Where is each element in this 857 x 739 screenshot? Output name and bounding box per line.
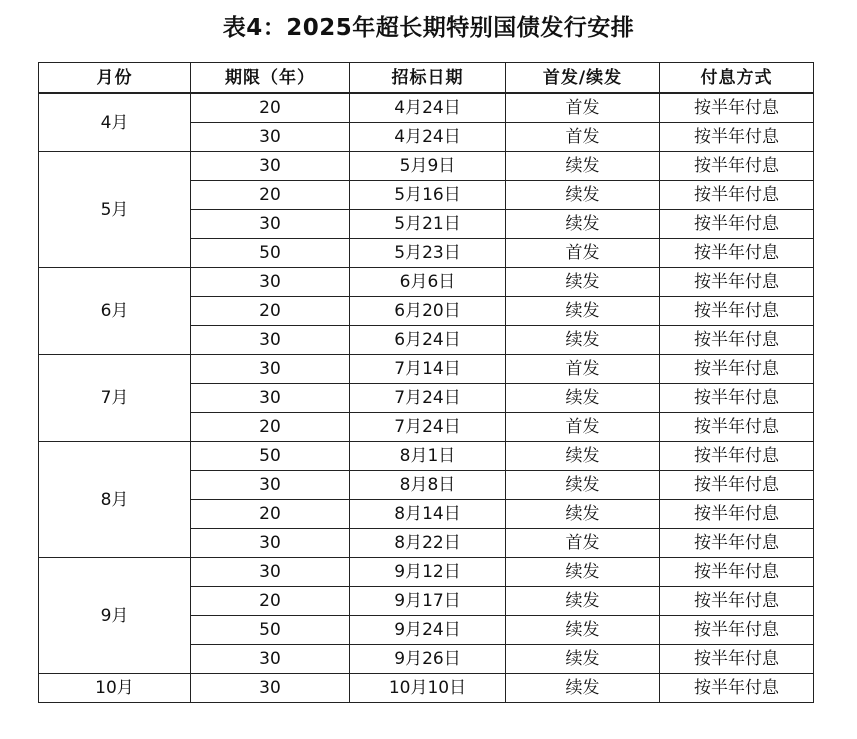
header-row	[39, 63, 814, 94]
auction-date-cell: 9月24日	[350, 616, 506, 645]
table-row	[39, 93, 814, 123]
auction-date-cell: 4月24日	[350, 123, 506, 152]
term-cell: 20	[191, 93, 350, 123]
auction-date-cell: 7月24日	[350, 413, 506, 442]
issue-type-cell: 首发	[506, 93, 660, 123]
auction-date-cell: 6月24日	[350, 326, 506, 355]
auction-date-cell: 4月24日	[350, 93, 506, 123]
bond-issuance-table	[38, 62, 814, 703]
term-cell: 30	[191, 471, 350, 500]
header-term: 期限（年）	[191, 63, 350, 94]
payment-method-cell: 按半年付息	[660, 326, 814, 355]
issue-type-cell: 续发	[506, 558, 660, 587]
auction-date-cell: 10月10日	[350, 674, 506, 703]
payment-method-cell: 按半年付息	[660, 181, 814, 210]
issue-type-cell: 续发	[506, 297, 660, 326]
issue-type-cell: 续发	[506, 181, 660, 210]
issue-type-cell: 首发	[506, 529, 660, 558]
term-cell: 30	[191, 384, 350, 413]
term-cell: 30	[191, 123, 350, 152]
issue-type-cell: 首发	[506, 355, 660, 384]
term-cell: 30	[191, 558, 350, 587]
auction-date-cell: 6月20日	[350, 297, 506, 326]
term-cell: 30	[191, 210, 350, 239]
auction-date-cell: 7月24日	[350, 384, 506, 413]
issue-type-cell: 续发	[506, 674, 660, 703]
auction-date-cell: 6月6日	[350, 268, 506, 297]
payment-method-cell: 按半年付息	[660, 558, 814, 587]
payment-method-cell: 按半年付息	[660, 645, 814, 674]
month-cell: 10月	[39, 674, 191, 703]
term-cell: 50	[191, 616, 350, 645]
header-month: 月份	[39, 63, 191, 94]
month-cell: 4月	[39, 93, 191, 152]
term-cell: 30	[191, 529, 350, 558]
table-row	[39, 674, 814, 703]
issue-type-cell: 续发	[506, 442, 660, 471]
table-body	[39, 93, 814, 703]
payment-method-cell: 按半年付息	[660, 587, 814, 616]
auction-date-cell: 9月12日	[350, 558, 506, 587]
term-cell: 30	[191, 268, 350, 297]
payment-method-cell: 按半年付息	[660, 442, 814, 471]
auction-date-cell: 9月26日	[350, 645, 506, 674]
issue-type-cell: 续发	[506, 471, 660, 500]
issue-type-cell: 续发	[506, 326, 660, 355]
payment-method-cell: 按半年付息	[660, 123, 814, 152]
issue-type-cell: 首发	[506, 413, 660, 442]
payment-method-cell: 按半年付息	[660, 384, 814, 413]
payment-method-cell: 按半年付息	[660, 268, 814, 297]
payment-method-cell: 按半年付息	[660, 674, 814, 703]
table-row	[39, 558, 814, 587]
term-cell: 20	[191, 587, 350, 616]
term-cell: 20	[191, 181, 350, 210]
payment-method-cell: 按半年付息	[660, 239, 814, 268]
term-cell: 30	[191, 645, 350, 674]
header-payment-method: 付息方式	[660, 63, 814, 94]
issue-type-cell: 首发	[506, 239, 660, 268]
table-title: 表4：2025年超长期特别国债发行安排	[222, 15, 635, 41]
table-row	[39, 268, 814, 297]
auction-date-cell: 5月23日	[350, 239, 506, 268]
payment-method-cell: 按半年付息	[660, 355, 814, 384]
issue-type-cell: 续发	[506, 210, 660, 239]
issue-type-cell: 续发	[506, 616, 660, 645]
header-issue-type: 首发/续发	[506, 63, 660, 94]
auction-date-cell: 7月14日	[350, 355, 506, 384]
term-cell: 50	[191, 239, 350, 268]
table-header	[39, 63, 814, 94]
term-cell: 20	[191, 500, 350, 529]
month-cell: 5月	[39, 152, 191, 268]
month-cell: 8月	[39, 442, 191, 558]
issue-type-cell: 续发	[506, 152, 660, 181]
payment-method-cell: 按半年付息	[660, 152, 814, 181]
issue-type-cell: 续发	[506, 587, 660, 616]
payment-method-cell: 按半年付息	[660, 297, 814, 326]
term-cell: 20	[191, 297, 350, 326]
issue-type-cell: 续发	[506, 268, 660, 297]
table-row	[39, 442, 814, 471]
term-cell: 30	[191, 674, 350, 703]
auction-date-cell: 9月17日	[350, 587, 506, 616]
auction-date-cell: 8月14日	[350, 500, 506, 529]
payment-method-cell: 按半年付息	[660, 616, 814, 645]
auction-date-cell: 5月21日	[350, 210, 506, 239]
auction-date-cell: 5月9日	[350, 152, 506, 181]
month-cell: 6月	[39, 268, 191, 355]
month-cell: 9月	[39, 558, 191, 674]
payment-method-cell: 按半年付息	[660, 500, 814, 529]
term-cell: 50	[191, 442, 350, 471]
payment-method-cell: 按半年付息	[660, 529, 814, 558]
payment-method-cell: 按半年付息	[660, 210, 814, 239]
issue-type-cell: 首发	[506, 123, 660, 152]
auction-date-cell: 8月8日	[350, 471, 506, 500]
auction-date-cell: 8月22日	[350, 529, 506, 558]
payment-method-cell: 按半年付息	[660, 413, 814, 442]
auction-date-cell: 5月16日	[350, 181, 506, 210]
month-cell: 7月	[39, 355, 191, 442]
term-cell: 30	[191, 326, 350, 355]
header-auction-date: 招标日期	[350, 63, 506, 94]
term-cell: 30	[191, 355, 350, 384]
auction-date-cell: 8月1日	[350, 442, 506, 471]
issue-type-cell: 续发	[506, 384, 660, 413]
table-row	[39, 355, 814, 384]
issue-type-cell: 续发	[506, 645, 660, 674]
term-cell: 20	[191, 413, 350, 442]
payment-method-cell: 按半年付息	[660, 93, 814, 123]
table-row	[39, 152, 814, 181]
issue-type-cell: 续发	[506, 500, 660, 529]
payment-method-cell: 按半年付息	[660, 471, 814, 500]
term-cell: 30	[191, 152, 350, 181]
